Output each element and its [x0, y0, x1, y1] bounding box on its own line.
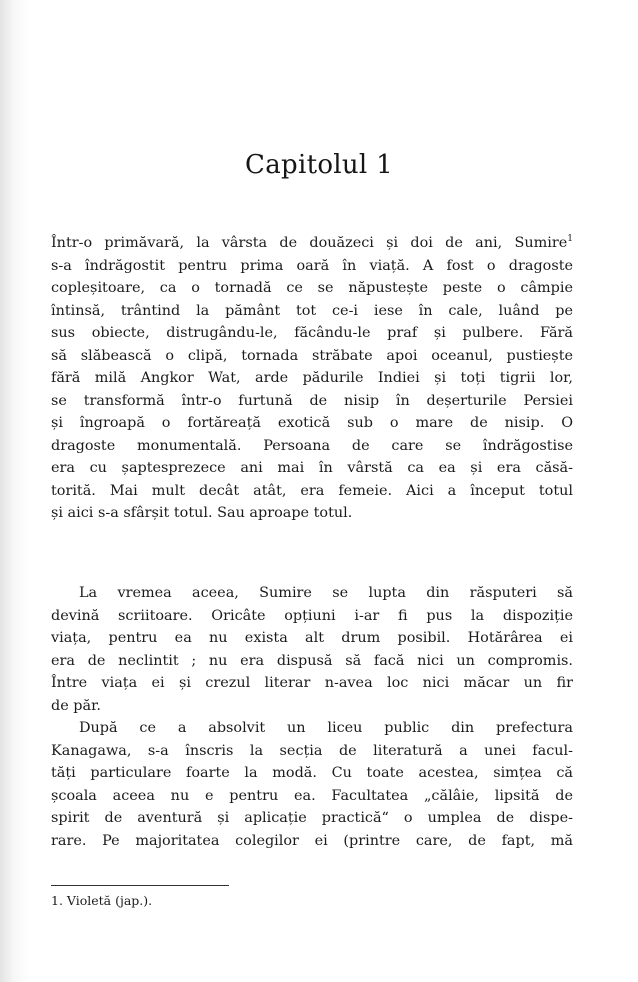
text-line: sus obiecte, distrugându-le, făcându-le praf și pulbere. Fără — [51, 325, 573, 341]
text-line: copleșitoare, ca o tornadă ce se năpustește peste o câmpie — [51, 280, 573, 296]
text-line: și aici s-a sfârșit totul. Sau aproape totul. — [51, 505, 353, 521]
text-line: întinsă, trântind la pământ tot ce-i iese în cale, luând pe — [51, 302, 573, 319]
text-line: dragoste monumentală. Persoana de care se îndrăgostise — [51, 437, 573, 454]
paragraph-1 — [51, 232, 573, 525]
paragraph-2 — [51, 582, 573, 852]
text-line: tăți particulare foarte la modă. Cu toate acestea, simțea că — [51, 765, 573, 781]
text-line: viața, pentru ea nu exista alt drum posibil. Hotărârea ei — [51, 630, 573, 646]
text-line: spirit de aventură și aplicație practică“ o umplea de dispe- — [51, 810, 573, 826]
text-line: era de neclintit ; nu era dispusă să facă nici un compromis. — [51, 652, 573, 669]
text-line: La vremea aceea, Sumire se lupta din răsputeri să — [79, 585, 573, 601]
text-line: torită. Mai mult decât atât, era femeie. Aici a început totul — [51, 482, 573, 499]
text-line: fără milă Angkor Wat, arde pădurile Indiei și toți tigrii lor, — [51, 370, 573, 386]
footnote-divider — [51, 885, 229, 886]
text-line: Între viața ei și crezul literar n-avea loc nici măcar un fir — [51, 675, 573, 691]
text-line: era cu șaptesprezece ani mai în vârstă ca ea și era căsă- — [51, 460, 573, 476]
footnote-ref: 1 — [567, 234, 573, 245]
chapter-title: Capitolul 1 — [245, 150, 393, 180]
footnote: 1. Violetă (jap.). — [51, 893, 153, 908]
text-line: rare. Pe majoritatea colegilor ei (printre care, de fapt, mă — [51, 832, 573, 849]
text-line: școala aceea nu e pentru ea. Facultatea „călâie, lipsită de — [51, 787, 573, 804]
text-line: Kanagawa, s-a înscris la secția de literatură a unei facul- — [51, 742, 573, 759]
text-line: devină scriitoare. Oricâte opțiuni i-ar fi pus la dispoziție — [51, 607, 573, 624]
text-line: de păr. — [51, 697, 101, 714]
text-line: După ce a absolvit un liceu public din prefectura — [79, 720, 573, 736]
text-line: Într-o primăvară, la vârsta de douăzeci și doi de ani, Sumire$^1$ — [51, 234, 573, 251]
text-line: și îngroapă o fortăreață exotică sub o mare de nisip. O — [51, 415, 573, 431]
text-line: s-a îndrăgostit pentru prima oară în viață. A fost o dragoste — [51, 257, 573, 274]
text-line: să slăbească o clipă, tornada străbate apoi oceanul, pustiește — [51, 347, 573, 364]
text-line: se transformă într-o furtună de nisip în deșerturile Persiei — [51, 392, 573, 409]
